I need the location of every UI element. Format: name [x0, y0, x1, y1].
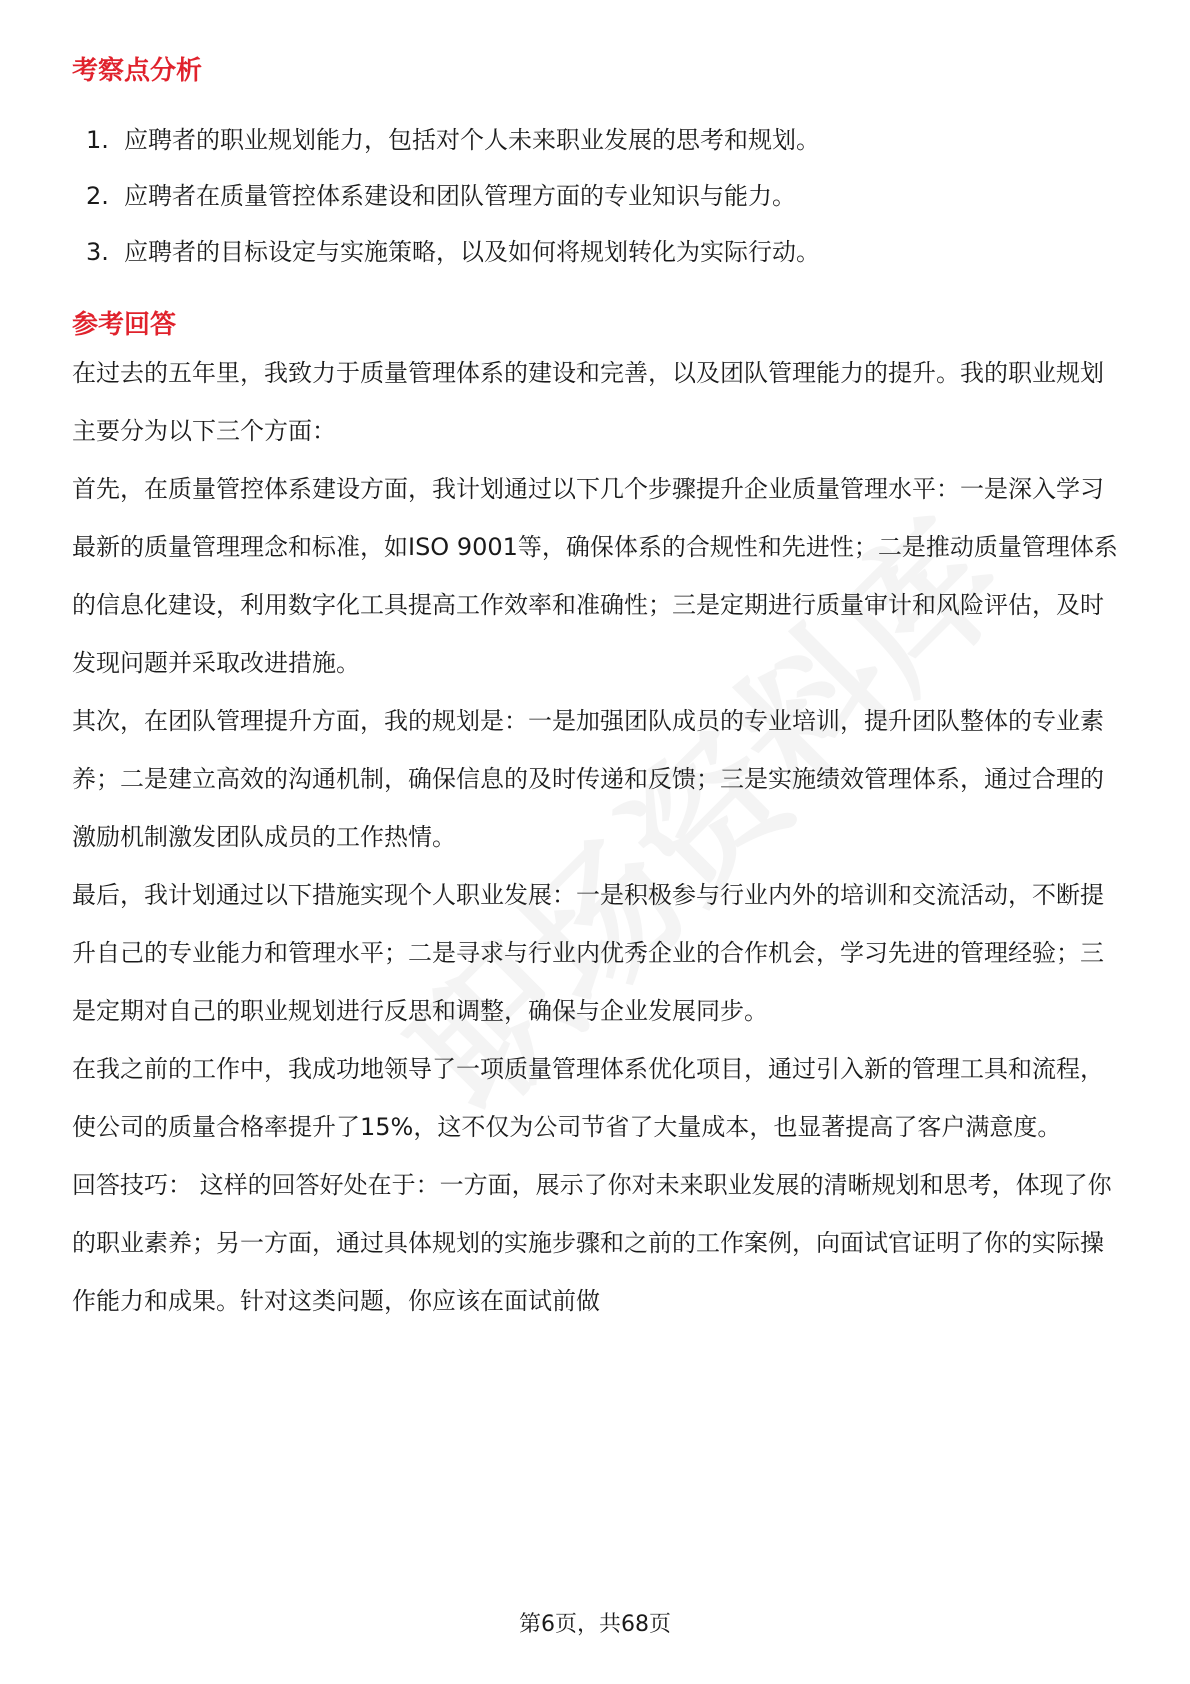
list-item-text: 应聘者在质量管控体系建设和团队管理方面的专业知识与能力。 [124, 182, 796, 210]
list-item-text: 应聘者的目标设定与实施策略，以及如何将规划转化为实际行动。 [124, 238, 820, 266]
section-title-reference-answer: 参考回答 [72, 310, 177, 340]
section-title-analysis: 考察点分析 [72, 56, 203, 86]
page-number-footer: 第6页，共68页 [519, 1612, 671, 1637]
list-item-number: 1. [86, 126, 109, 154]
list-item-number: 3. [86, 238, 109, 266]
list-item [72, 224, 1122, 280]
list-item [72, 112, 1122, 168]
answer-paragraph: 在过去的五年里，我致力于质量管理体系的建设和完善，以及团队管理能力的提升。我的职业规划主要分为以下三个方面： [72, 359, 1104, 445]
answer-paragraph: 在我之前的工作中，我成功地领导了一项质量管理体系优化项目，通过引入新的管理工具和流程，使公司的质量合格率提升了15%，这不仅为公司节省了大量成本，也显著提高了客户满意度。 [72, 1055, 1104, 1141]
list-item-number: 2. [86, 182, 109, 210]
list-item-text: 应聘者的职业规划能力，包括对个人未来职业发展的思考和规划。 [124, 126, 820, 154]
analysis-points-list [72, 112, 1122, 280]
answer-tips-paragraph: 回答技巧： 这样的回答好处在于：一方面，展示了你对未来职业发展的清晰规划和思考，体现了你的职业素养；另一方面，通过具体规划的实施步骤和之前的工作案例，向面试官证明了你的实际操作能力和成果。针对这类问题，你应该在面试前做 [72, 1171, 1112, 1315]
list-item [72, 168, 1122, 224]
page-content [72, 44, 1122, 1330]
answer-paragraph: 首先，在质量管控体系建设方面，我计划通过以下几个步骤提升企业质量管理水平：一是深入学习最新的质量管理理念和标准，如ISO 9001等，确保体系的合规性和先进性；二是推动质量管理体系的信息化建设，利用数字化工具提高工作效率和准确性；三是定期进行质量审计和风险评估，及时发现问题并采取改进措施。 [72, 475, 1118, 677]
answer-paragraph: 其次，在团队管理提升方面，我的规划是：一是加强团队成员的专业培训，提升团队整体的专业素养；二是建立高效的沟通机制，确保信息的及时传递和反馈；三是实施绩效管理体系，通过合理的激励机制激发团队成员的工作热情。 [72, 707, 1104, 851]
answer-paragraph: 最后，我计划通过以下措施实现个人职业发展：一是积极参与行业内外的培训和交流活动，不断提升自己的专业能力和管理水平；二是寻求与行业内优秀企业的合作机会，学习先进的管理经验；三是定期对自己的职业规划进行反思和调整，确保与企业发展同步。 [72, 881, 1104, 1025]
